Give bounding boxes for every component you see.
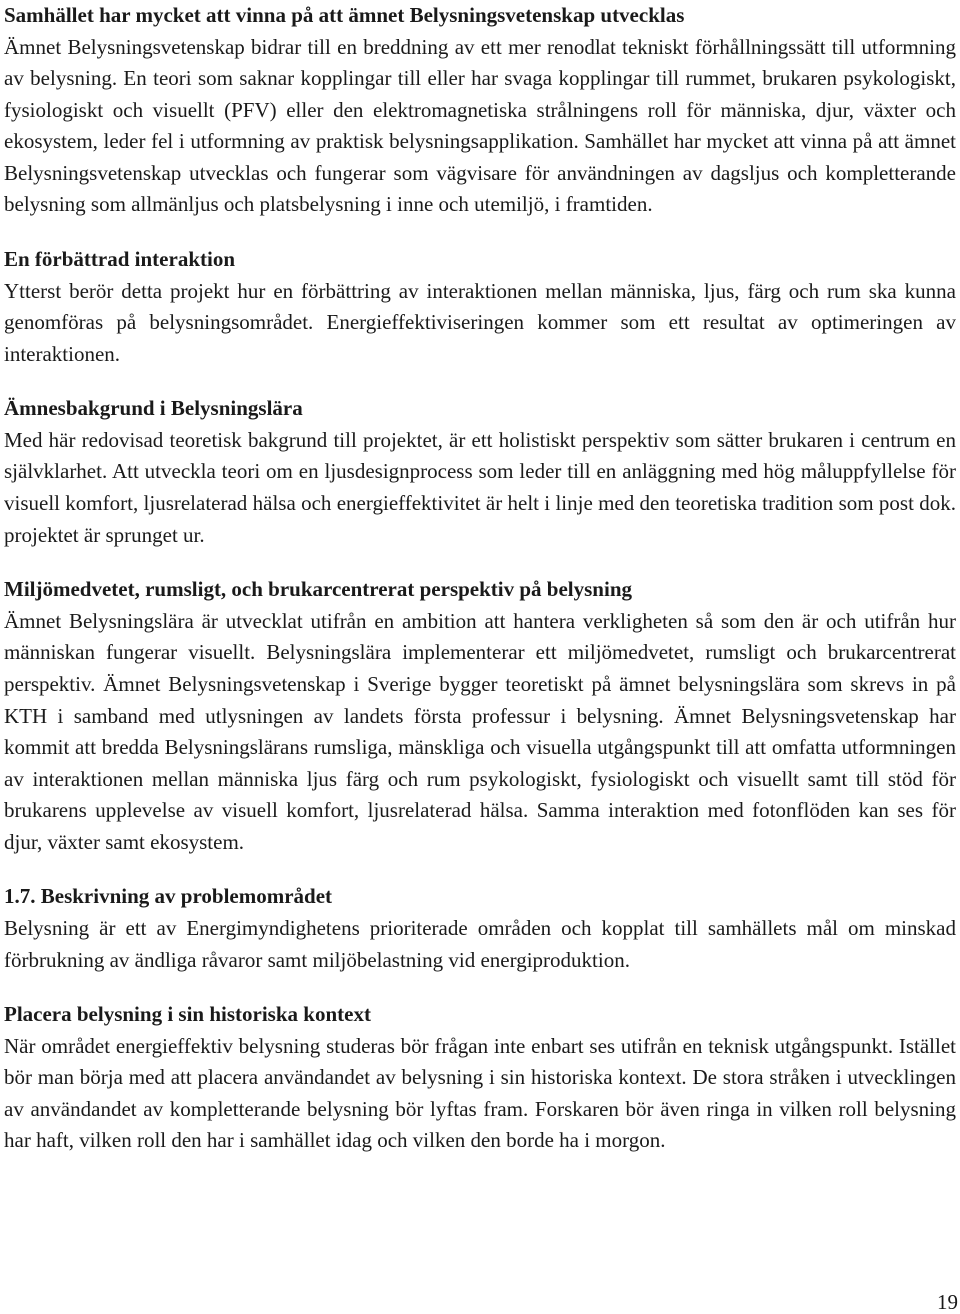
section-heading: Miljömedvetet, rumsligt, och brukarcentrerat perspektiv på belysning <box>4 577 633 602</box>
section-interaktion <box>4 244 956 370</box>
section-paragraph: När området energieffektiv belysning studeras bör frågan inte enbart ses utifrån en teknisk utgångspunkt. Istället bör man börja med att placera användandet av belysning i sin historiska kontext. De stora stråken i utvecklingen av användandet av kompletterande belysning bör lyftas fram. Forskaren bör även ringa in vilken roll belysning har haft, vilken roll den har i samhället idag och vilken den borde ha i morgon. <box>4 1033 956 1153</box>
section-miljomedvetet <box>4 574 956 858</box>
section-heading: Placera belysning i sin historiska kontext <box>4 1002 371 1027</box>
section-samhallet <box>4 0 956 221</box>
page-number: 19 <box>937 1290 958 1314</box>
section-heading: En förbättrad interaktion <box>4 247 235 272</box>
section-amnesbakgrund <box>4 393 956 551</box>
section-heading: 1.7. Beskrivning av problemområdet <box>4 884 333 909</box>
section-paragraph: Ämnet Belysningsvetenskap bidrar till en breddning av ett mer renodlat tekniskt förhållningssätt till utformning av belysning. En teori som saknar kopplingar till eller har svaga kopplingar till rummet, brukaren psykologiskt, fysiologiskt och visuellt (PFV) eller den elektromagnetiska strålningens roll för människa, djur, växter och ekosystem, leder fel i utformning av praktisk belysningsapplikation. Samhället har mycket att vinna på att ämnet Belysningsvetenskap utvecklas och fungerar som vägvisare för användningen av dagsljus och kompletterande belysning som allmänljus och platsbelysning i inne och utemiljö, i framtiden. <box>4 34 956 217</box>
section-paragraph: Ytterst berör detta projekt hur en förbättring av interaktionen mellan människa, ljus, färg och rum ska kunna genomföras på belysningsområdet. Energieffektiviseringen kommer som ett resultat av optimeringen av interaktionen. <box>4 278 956 366</box>
section-paragraph: Belysning är ett av Energimyndighetens prioriterade områden och kopplat till samhällets mål om minskad förbrukning av ändliga råvaror samt miljöbelastning vid energiproduktion. <box>4 915 956 972</box>
spacer <box>4 551 956 574</box>
section-paragraph: Ämnet Belysningslära är utvecklat utifrån en ambition att hantera verkligheten så som den är och utifrån hur människan fungerar visuellt. Belysningslära implementerar ett miljömedvetet, rumsligt och brukarcentrerat perspektiv. Ämnet Belysningsvetenskap i Sverige bygger teoretiskt på ämnet belysningslära som skrevs in på KTH i samband med utlysningen av landets första professur i belysning. Ämnet Belysningsvetenskap har kommit att bredda Belysningslärans rumsliga, mänskliga och visuella utgångspunkt till att omfatta utformningen av interaktionen mellan människa ljus färg och rum psykologiskt, fysiologiskt och visuellt samt till stöd för brukarens upplevelse av visuell komfort, ljusrelaterad hälsa. Samma interaktion med fotonflöden kan ses för djur, växter samt ekosystem. <box>4 608 956 854</box>
document-page <box>4 0 956 1157</box>
section-paragraph: Med här redovisad teoretisk bakgrund till projektet, är ett holistiskt perspektiv som sätter brukaren i centrum en självklarhet. Att utveckla teori om en ljusdesignprocess som leder till en anläggning med hög måluppfyllelse för visuell komfort, ljusrelaterad hälsa och energieffektivitet är helt i linje med den teoretiska tradition som post dok. projektet är sprunget ur. <box>4 427 956 547</box>
section-heading: Samhället har mycket att vinna på att ämnet Belysningsvetenskap utvecklas <box>4 3 685 27</box>
spacer <box>4 976 956 999</box>
section-historiska-kontext <box>4 999 956 1157</box>
section-heading: Ämnesbakgrund i Belysningslära <box>4 396 303 421</box>
spacer <box>4 858 956 881</box>
spacer <box>4 221 956 244</box>
section-problemomradet <box>4 881 956 976</box>
spacer <box>4 370 956 393</box>
